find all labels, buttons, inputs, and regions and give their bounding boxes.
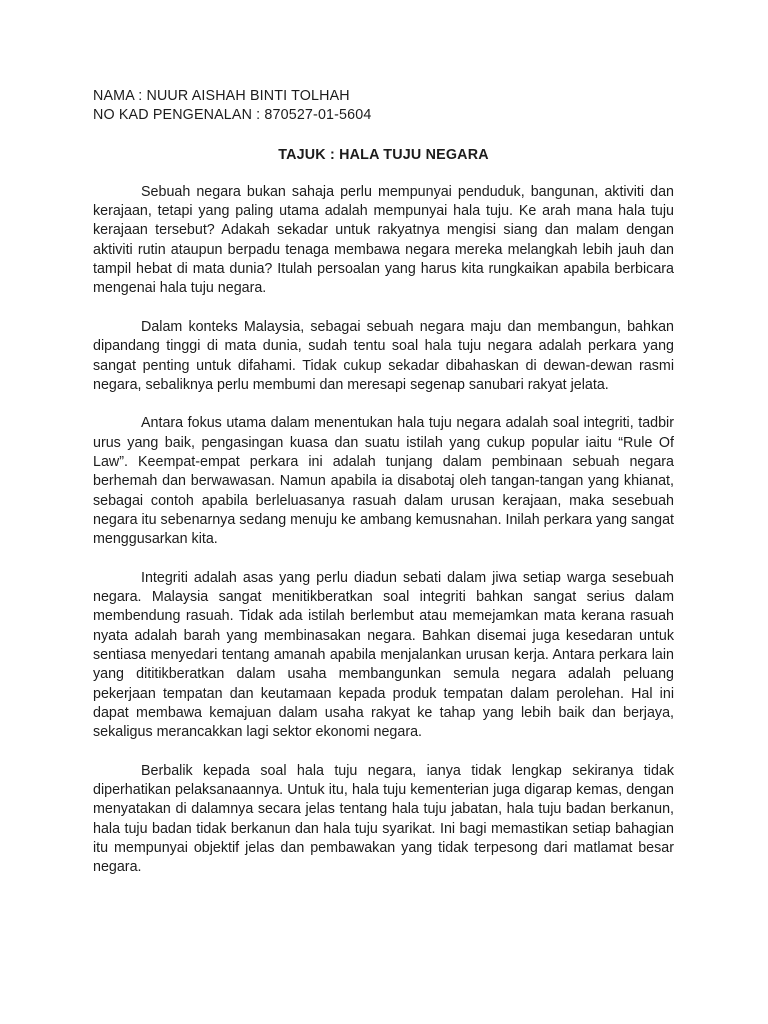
paragraph-2: Dalam konteks Malaysia, sebagai sebuah negara maju dan membangun, bahkan dipandang tinggi di mata dunia, sudah tentu soal hala tuju negara adalah perkara yang sangat penting untuk difahami. Tidak cukup sekadar dibahaskan di dewan-dewan rasmi negara, sebaliknya perlu membumi dan meresapi segenap sanubari rakyat jelata.	[93, 318, 674, 393]
student-name: NAMA : NUUR AISHAH BINTI TOLHAH	[93, 88, 350, 104]
paragraph-3: Antara fokus utama dalam menentukan hala tuju negara adalah soal integriti, tadbir urus yang baik, pengasingan kuasa dan suatu istilah yang cukup popular iaitu “Rule Of Law”. Keempat-empat perkara ini adalah tunjang dalam pembinaan sebuah negara berhemah dan berwawasan. Namun apabila ia disabotaj oleh tangan-tangan yang khianat, sebagai contoh apabila berleluasanya rasuah dalam urusan kerajaan, maka sesebuah negara itu sebenarnya sedang menuju ke ambang kemusnahan. Inilah perkara yang sangat menggusarkan kita.	[93, 415, 675, 548]
paragraph-5: Berbalik kepada soal hala tuju negara, ianya tidak lengkap sekiranya tidak diperhatikan pelaksanaannya. Untuk itu, hala tuju kementerian juga digarap kemas, dengan menyatakan di dalamnya secara jelas tentang hala tuju jabatan, hala tuju badan berkanun, hala tuju badan tidak berkanun dan hala tuju syarikat. Ini bagi memastikan setiap bahagian itu mempunyai objektif jelas dan pembawakan yang tidak terpesong dari matlamat besar negara.	[93, 762, 674, 876]
document-body	[93, 183, 674, 878]
document-title: TAJUK : HALA TUJU NEGARA	[278, 146, 489, 163]
document-header	[93, 87, 674, 126]
ic-number: NO KAD PENGENALAN : 870527-01-5604	[93, 107, 372, 124]
document-page	[93, 87, 674, 897]
paragraph-4: Integriti adalah asas yang perlu diadun sebati dalam jiwa setiap warga sesebuah negara. Malaysia sangat menitikberatkan soal integriti bahkan sangat serius dalam membendung rasuah. Tidak ada istilah berlembut atau memejamkan mata kerana rasuah nyata adalah barah yang membinasakan negara. Bahkan disemai juga kesedaran untuk sentiasa menyedari tentang amanah apabila menjalankan urusan kerja. Antara perkara lain yang dititikberatkan dalam usaha membangunkan semula negara adalah peluang pekerjaan tempatan dan keutamaan kepada produk tempatan dalam perolehan. Hal ini dapat membawa kemajuan dalam usaha rakyat ke tahap yang lebih baik dan berjaya, sekaligus merancakkan lagi sektor ekonomi negara.	[93, 569, 674, 741]
paragraph-1: Sebuah negara bukan sahaja perlu mempunyai penduduk, bangunan, aktiviti dan kerajaan, tetapi yang paling utama adalah mempunyai hala tuju. Ke arah mana hala tuju kerajaan tersebut? Adakah sekadar untuk rakyatnya mengisi siang dan malam dengan aktiviti rutin ataupun berpadu tenaga membawa negara mereka melangkah lebih jauh dan tampil hebat di mata dunia? Itulah persoalan yang harus kita rungkaikan apabila berbicara mengenai hala tuju negara.	[93, 183, 674, 297]
